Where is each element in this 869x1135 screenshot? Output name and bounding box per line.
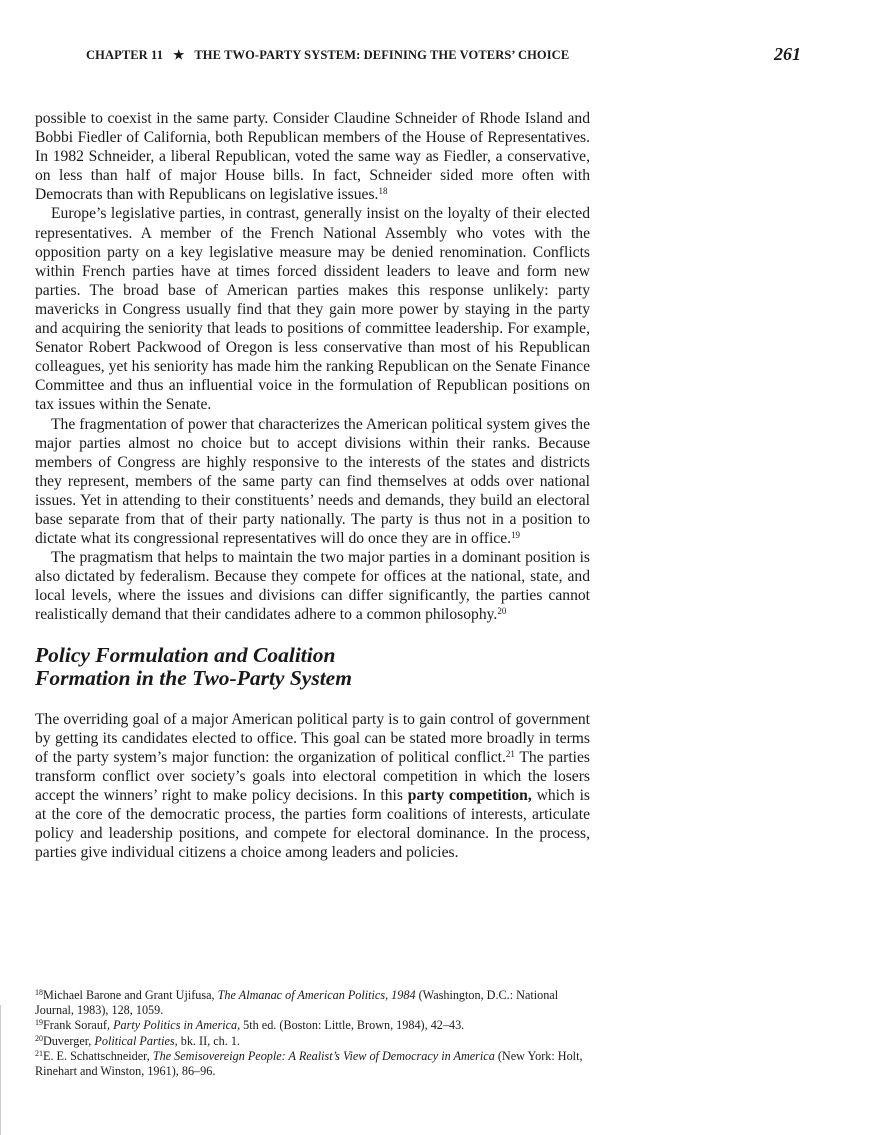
page-number: 261 xyxy=(774,44,801,64)
section-heading-line-2: Formation in the Two-Party System xyxy=(35,665,352,690)
footnote-20: $^{20}$Duverger, Political Parties, bk. II, ch. 1. xyxy=(35,1033,240,1048)
section-heading-line-1: Policy Formulation and Coalition xyxy=(35,642,336,667)
paragraph-1: possible to coexist in the same party. Consider Claudine Schneider of Rhode Island and Bobbi Fiedler of California, both Republican members of the House of Representatives. In 1982 Schneider, a liberal Republican, voted the same way as Fiedler, a conservative, on less than half of major House bills. In fact, Schneider sided more often with Democrats than with Republicans on legislative issues.$^{18}$ xyxy=(35,110,590,204)
main-text xyxy=(35,109,590,862)
footnotes xyxy=(35,988,590,1079)
footnote-19: $^{19}$Frank Sorauf, Party Politics in America, 5th ed. (Boston: Little, Brown, 1984), 42–43. xyxy=(35,1018,465,1033)
footnote-ref-18: 18 xyxy=(378,186,388,197)
footnote-ref-20: 20 xyxy=(497,606,507,617)
footnote-18: $^{18}$Michael Barone and Grant Ujifusa, The Almanac of American Politics, 1984 (Washington, D.C.: National Journal, 1983), 128, 1059. xyxy=(35,988,559,1018)
chapter-label: CHAPTER 11 xyxy=(86,48,164,62)
paragraph-5: The overriding goal of a major American political party is to gain control of government by getting its candidates elected to office. This goal can be stated more broadly in terms of the party system’s major function: the organization of political conflict.$^{21}$ The parties transform conflict over society’s goals into electoral competition in which the losers accept the winners’ right to make policy decisions. In this party competition, which is at the core of the democratic process, the parties form coalitions of interests, articulate policy and leadership positions, and compete for electoral dominance. In the process, parties give individual citizens a choice among leaders and policies. xyxy=(35,710,591,862)
footnote-ref-21: 21 xyxy=(505,748,515,759)
paragraph-4: The pragmatism that helps to maintain the two major parties in a dominant position is also dictated by federalism. Because they compete for offices at the national, state, and local levels, where the issues and divisions can differ significantly, the parties cannot realistically demand that their candidates adhere to a common philosophy.$^{20}$ xyxy=(35,549,590,624)
key-term: party competition, xyxy=(407,786,532,804)
paragraph-2: Europe’s legislative parties, in contrast, generally insist on the loyalty of their elected representatives. A member of the French National Assembly who votes with the opposition party on a key legislative measure may be denied renomination. Conflicts within French parties have at times forced dissident leaders to leave and form new parties. The broad base of American parties makes this response unlikely: party mavericks in Congress usually find that they gain more power by staying in the party and acquiring the seniority that leads to positions of committee leadership. For example, Senator Robert Packwood of Oregon is less conservative than most of his Republican colleagues, yet his seniority has made him the ranking Republican on the Senate Finance Committee and thus an influential voice in the formulation of Republican positions on tax issues within the Senate. xyxy=(35,205,590,414)
footnote-21: $^{21}$E. E. Schattschneider, The Semisovereign People: A Realist’s View of Democracy in America (New York: Holt, Rinehart and Winston, 1961), 86–96. xyxy=(35,1048,583,1079)
running-head xyxy=(86,47,806,63)
star-separator: ★ xyxy=(173,48,185,62)
footnote-ref-19: 19 xyxy=(511,530,521,541)
section-heading xyxy=(35,644,590,690)
paragraph-3: The fragmentation of power that characterizes the American political system gives the major parties almost no choice but to accept divisions within their ranks. Because members of Congress are highly responsive to the interests of the states and districts they represent, members of the same party can find themselves at odds over national issues. Yet in attending to their constituents’ needs and demands, they build an electoral base separate from that of their party nationally. The party is thus not in a position to dictate what its congressional representatives will do once they are in office.$^{19}$ xyxy=(35,415,590,548)
chapter-title: THE TWO-PARTY SYSTEM: DEFINING THE VOTERS’ CHOICE xyxy=(194,48,570,62)
scan-edge xyxy=(0,1005,31,1135)
